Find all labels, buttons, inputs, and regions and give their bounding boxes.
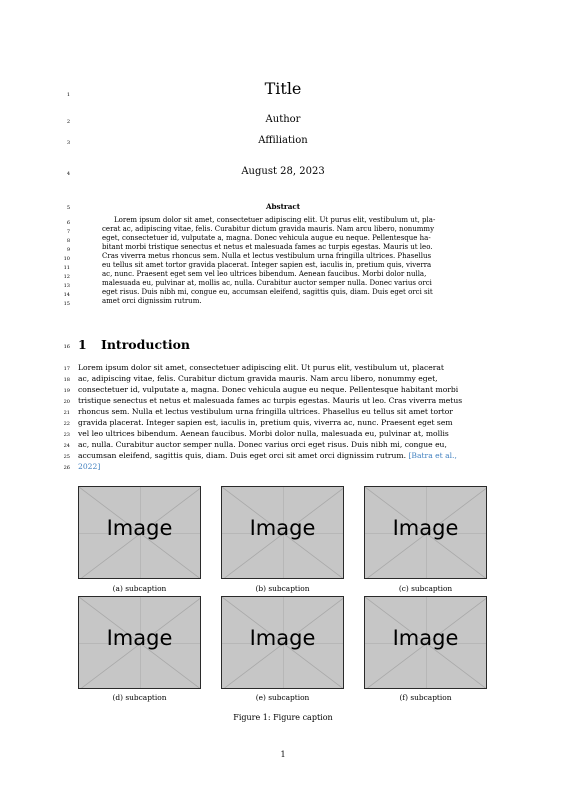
abstract-line: malesuada eu, pulvinar at, mollis ac, nulla. Curabitur auctor semper nulla. Donec varius orci (102, 279, 432, 287)
subcaption-e: (e) subcaption (255, 693, 310, 702)
section-heading (78, 337, 190, 352)
image-placeholder (364, 486, 487, 579)
abstract-line: Cras viverra metus rhoncus sem. Nulla et lectus vestibulum urna fringilla ultrices. Phasellus (102, 252, 432, 260)
image-label: Image (392, 516, 459, 540)
line-number: 5 (66, 205, 70, 211)
image-placeholder (221, 486, 344, 579)
intro-line: rhoncus sem. Nulla et lectus vestibulum urna fringilla ultrices. Phasellus eu tellus sit amet tortor (78, 407, 453, 416)
abstract-line: amet orci dignissim rutrum. (102, 297, 202, 305)
intro-line: ac, adipiscing vitae, felis. Curabitur dictum gravida mauris. Nam arcu libero, nonummy eget, (78, 374, 438, 383)
line-number: 7 (66, 229, 70, 235)
line-number: 10 (63, 256, 70, 262)
subcaption-a: (a) subcaption (112, 584, 167, 593)
image-placeholder (364, 596, 487, 689)
intro-line-text: accumsan eleifend, sagittis quis, diam. Duis eget orci sit amet orci dignissim rutrum. (78, 451, 407, 460)
abstract-line: eu tellus sit amet tortor gravida placerat. Integer sapien est, iaculis in, pretium quis, viverra (102, 261, 432, 269)
line-number: 21 (63, 410, 70, 416)
citation-link[interactable]: [Batra et al., (408, 451, 457, 460)
date: August 28, 2023 (241, 166, 325, 177)
line-number: 25 (63, 454, 70, 460)
paper-title: Title (264, 79, 302, 98)
line-number: 6 (66, 220, 70, 226)
author: Author (265, 114, 301, 125)
line-number: 9 (66, 247, 70, 253)
line-number: 4 (66, 171, 70, 177)
intro-line: vel leo ultrices bibendum. Aenean faucibus. Morbi dolor nulla, malesuada eu, pulvinar at, mollis (78, 429, 449, 438)
intro-line: gravida placerat. Integer sapien est, iaculis in, pretium quis, viverra ac, nunc. Praesent eget sem (78, 418, 453, 427)
image-label: Image (392, 626, 459, 650)
line-number: 11 (63, 265, 70, 271)
line-number: 19 (63, 388, 70, 394)
subcaption-b: (b) subcaption (255, 584, 310, 593)
subcaption-d: (d) subcaption (112, 693, 167, 702)
line-number: 23 (63, 432, 70, 438)
line-number: 17 (63, 366, 70, 372)
subcaption-f: (f) subcaption (399, 693, 452, 702)
image-placeholder (78, 596, 201, 689)
image-label: Image (106, 516, 173, 540)
citation-link[interactable]: 2022] (78, 462, 101, 471)
abstract-line: bitant morbi tristique senectus et netus et malesuada fames ac turpis egestas. Mauris ut leo. (102, 243, 433, 251)
line-number: 3 (66, 140, 70, 146)
image-label: Image (106, 626, 173, 650)
subcaption-c: (c) subcaption (398, 584, 453, 593)
line-number: 13 (63, 283, 70, 289)
line-number: 15 (63, 301, 70, 307)
affiliation: Affiliation (258, 135, 308, 146)
line-number: 24 (63, 443, 70, 449)
line-number: 1 (66, 92, 70, 98)
image-placeholder (78, 486, 201, 579)
section-title: Introduction (101, 337, 191, 352)
abstract-line: cerat ac, adipiscing vitae, felis. Curabitur dictum gravida mauris. Nam arcu libero, nonummy (102, 225, 435, 233)
image-placeholder (221, 596, 344, 689)
line-number: 2 (66, 119, 70, 125)
intro-line: Lorem ipsum dolor sit amet, consectetuer adipiscing elit. Ut purus elit, vestibulum ut, placerat (78, 363, 444, 372)
line-number: 18 (63, 377, 70, 383)
line-number: 26 (63, 465, 70, 471)
intro-line: consectetuer id, vulputate a, magna. Donec vehicula augue eu neque. Pellentesque habitant morbi (78, 385, 459, 394)
abstract-line: Lorem ipsum dolor sit amet, consectetuer adipiscing elit. Ut purus elit, vestibulum ut, pla- (114, 216, 436, 224)
line-number: 20 (63, 399, 70, 405)
image-label: Image (249, 516, 316, 540)
line-number: 22 (63, 421, 70, 427)
intro-line: ac, nulla. Curabitur auctor semper nulla. Donec varius orci eget risus. Duis nibh mi, congue eu, (78, 440, 447, 449)
section-number: 1 (78, 337, 87, 352)
image-label: Image (249, 626, 316, 650)
abstract-line: eget risus. Duis nibh mi, congue eu, accumsan eleifend, sagittis quis, diam. Duis eget orci sit (102, 288, 433, 296)
line-number: 14 (63, 292, 70, 298)
intro-line: tristique senectus et netus et malesuada fames ac turpis egestas. Mauris ut leo. Cras viverra metus (78, 396, 463, 405)
figure-caption: Figure 1: Figure caption (233, 713, 333, 722)
intro-line (78, 450, 488, 461)
abstract-line: eget, consectetuer id, vulputate a, magna. Donec vehicula augue eu neque. Pellentesque ha- (102, 234, 431, 242)
intro-line (78, 461, 488, 472)
line-number: 16 (63, 344, 70, 350)
line-number: 12 (63, 274, 70, 280)
line-number: 8 (66, 238, 70, 244)
abstract-line: ac, nunc. Praesent eget sem vel leo ultrices bibendum. Aenean faucibus. Morbi dolor nulla, (102, 270, 427, 278)
abstract-heading: Abstract (265, 202, 301, 211)
page-number: 1 (280, 750, 286, 759)
